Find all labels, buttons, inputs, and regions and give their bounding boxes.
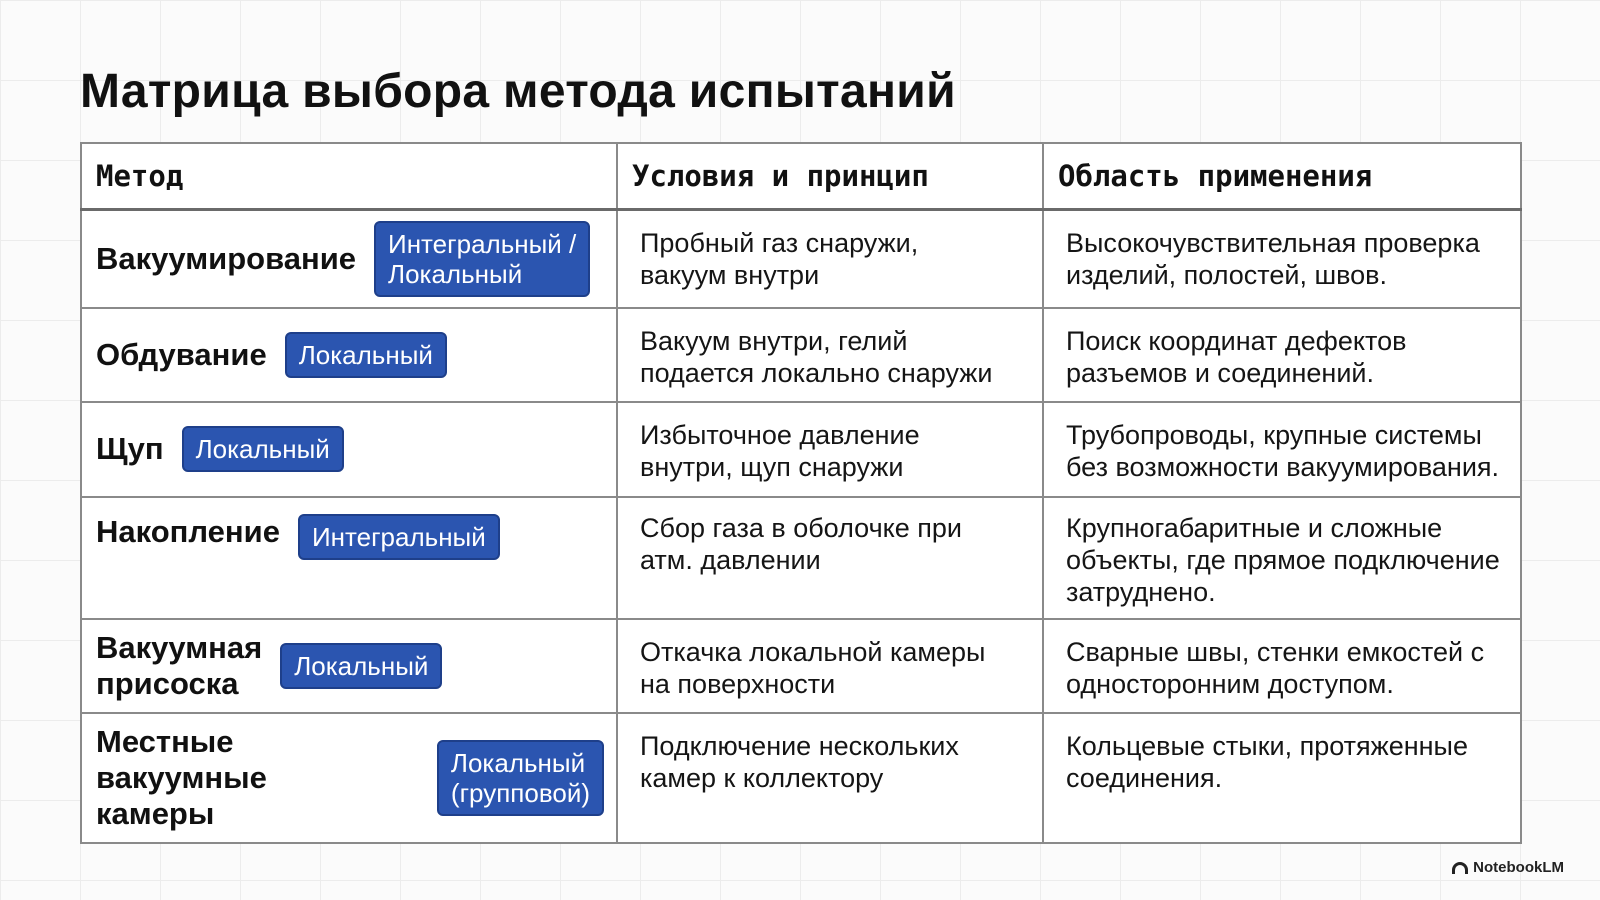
method-type-badge: Локальный [182,426,344,472]
notebooklm-logo-icon [1452,862,1468,874]
method-type-badge: Локальный [280,643,442,689]
method-matrix-table [80,142,1522,844]
application-text: Поиск координат дефектов разъемов и соединений. [1066,325,1407,388]
notebooklm-logo [1452,859,1564,876]
conditions-cell [617,308,1043,402]
method-name: Накопление [96,513,280,549]
application-cell [1043,308,1521,402]
table-row [81,497,1521,619]
method-name: Вакуумная присоска [96,629,263,701]
method-type-badge: Локальный (групповой) [437,740,604,816]
application-cell [1043,497,1521,619]
header-method: Метод [81,143,617,209]
conditions-cell [617,402,1043,497]
conditions-text: Сбор газа в оболочке при атм. давлении [640,512,963,575]
table-row [81,713,1521,843]
conditions-cell [617,713,1043,843]
method-cell [81,497,617,619]
conditions-text: Подключение нескольких камер к коллектору [640,730,959,793]
method-cell [81,308,617,402]
method-name: Обдувание [96,336,267,372]
method-name: Вакуумирование [96,240,356,276]
method-name: Щуп [96,430,164,466]
table-header-row [81,143,1521,209]
conditions-cell [617,497,1043,619]
application-text: Сварные швы, стенки емкостей с односторонним доступом. [1066,636,1485,699]
application-text: Трубопроводы, крупные системы без возможности вакуумирования. [1066,419,1500,482]
table-row [81,308,1521,402]
header-conditions: Условия и принцип [617,143,1043,209]
conditions-cell [617,209,1043,308]
application-cell [1043,402,1521,497]
method-cell [81,402,617,497]
table-row [81,402,1521,497]
conditions-text: Откачка локальной камеры на поверхности [640,636,986,699]
logo-text: NotebookLM [1473,859,1564,876]
method-cell [81,619,617,713]
table-row [81,209,1521,308]
table-row [81,619,1521,713]
application-text: Кольцевые стыки, протяженные соединения. [1066,730,1468,793]
method-cell [81,713,617,843]
method-name: Местные вакуумные камеры [96,723,267,831]
method-type-badge: Локальный [285,332,447,378]
conditions-text: Избыточное давление внутри, щуп снаружи [640,419,920,482]
application-cell [1043,209,1521,308]
header-application: Область применения [1043,143,1521,209]
application-cell [1043,619,1521,713]
conditions-cell [617,619,1043,713]
method-cell [81,209,617,308]
application-cell [1043,713,1521,843]
application-text: Крупногабаритные и сложные объекты, где прямое подключение затруднено. [1066,512,1500,607]
page-title: Матрица выбора метода испытаний [80,65,956,118]
conditions-text: Пробный газ снаружи, вакуум внутри [640,227,919,290]
application-text: Высокочувствительная проверка изделий, полостей, швов. [1066,227,1480,290]
method-type-badge: Интегральный / Локальный [374,221,590,297]
conditions-text: Вакуум внутри, гелий подается локально снаружи [640,325,993,388]
method-type-badge: Интегральный [298,514,500,560]
